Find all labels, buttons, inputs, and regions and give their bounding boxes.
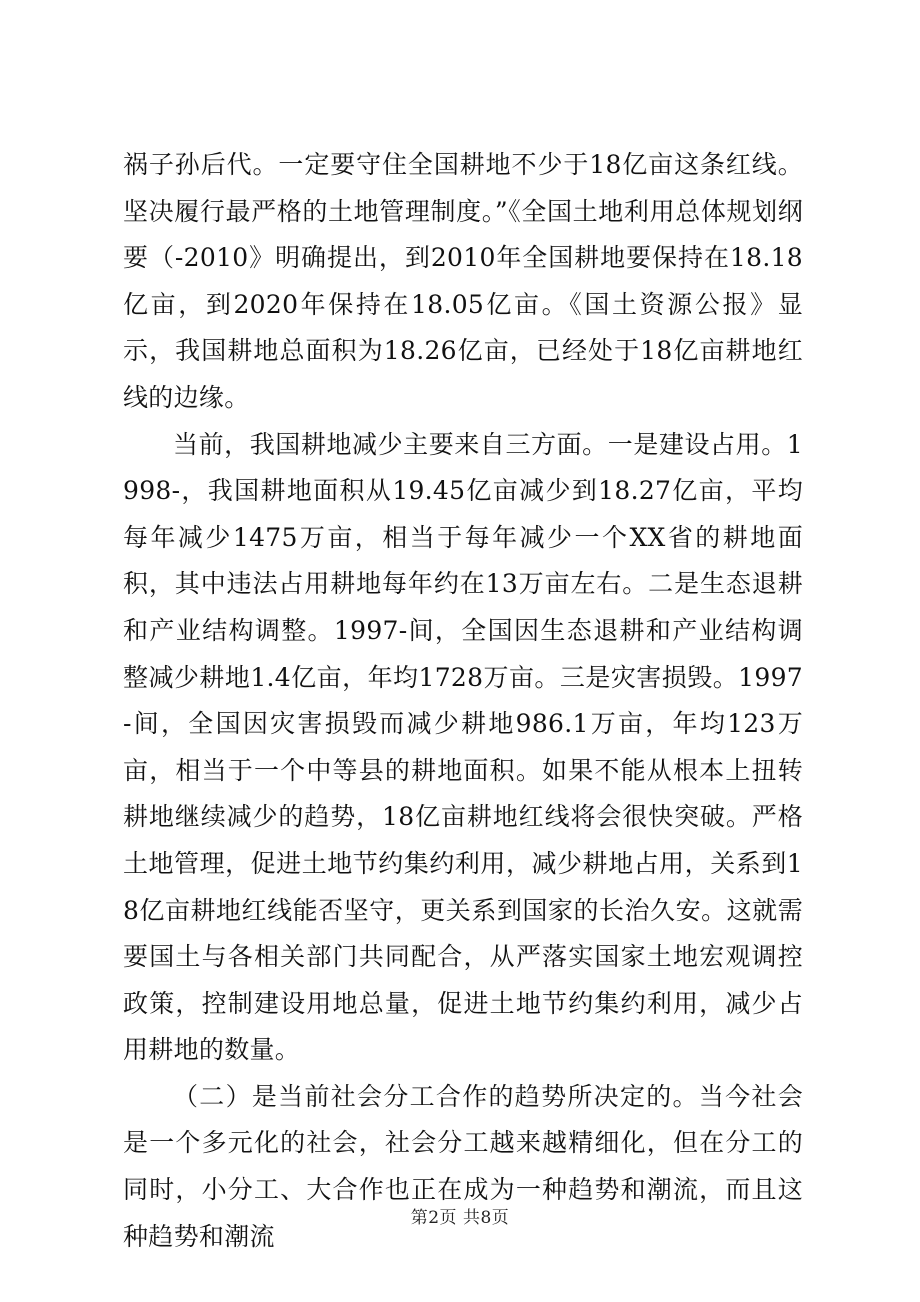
document-body — [123, 142, 803, 1260]
page-footer: 第2页 共8页 — [410, 1208, 510, 1228]
paragraph-1: 祸子孙后代。一定要守住全国耕地不少于18亿亩这条红线。坚决履行最严格的土地管理制度。”《全国土地利用总体规划纲要（-2010》明确提出，到2010年全国耕地要保持在18.18亿亩，到2020年保持在18.05亿亩。《国土资源公报》显示，我国耕地总面积为18.26亿亩，已经处于18亿亩耕地红线的边缘。 — [123, 150, 803, 412]
paragraph-2: 当前，我国耕地减少主要来自三方面。一是建设占用。1998-，我国耕地面积从19.45亿亩减少到18.27亿亩，平均每年减少1475万亩，相当于每年减少一个XX省的耕地面积，其中违法占用耕地每年约在13万亩左右。二是生态退耕和产业结构调整。1997-间，全国因生态退耕和产业结构调整减少耕地1.4亿亩，年均1728万亩。三是灾害损毁。1997-间，全国因灾害损毁而减少耕地986.1万亩，年均123万亩，相当于一个中等县的耕地面积。如果不能从根本上扭转耕地继续减少的趋势，18亿亩耕地红线将会很快突破。严格土地管理，促进土地节约集约利用，减少耕地占用，关系到18亿亩耕地红线能否坚守，更关系到国家的长治久安。这就需要国土与各相关部门共同配合，从严落实国家土地宏观调控政策，控制建设用地总量，促进土地节约集约利用，减少占用耕地的数量。 — [123, 429, 803, 1065]
paragraph-3: （二）是当前社会分工合作的趋势所决定的。当今社会是一个多元化的社会，社会分工越来越精细化，但在分工的同时，小分工、大合作也正在成为一种趋势和潮流，而且这种趋势和潮流 — [123, 1081, 803, 1251]
